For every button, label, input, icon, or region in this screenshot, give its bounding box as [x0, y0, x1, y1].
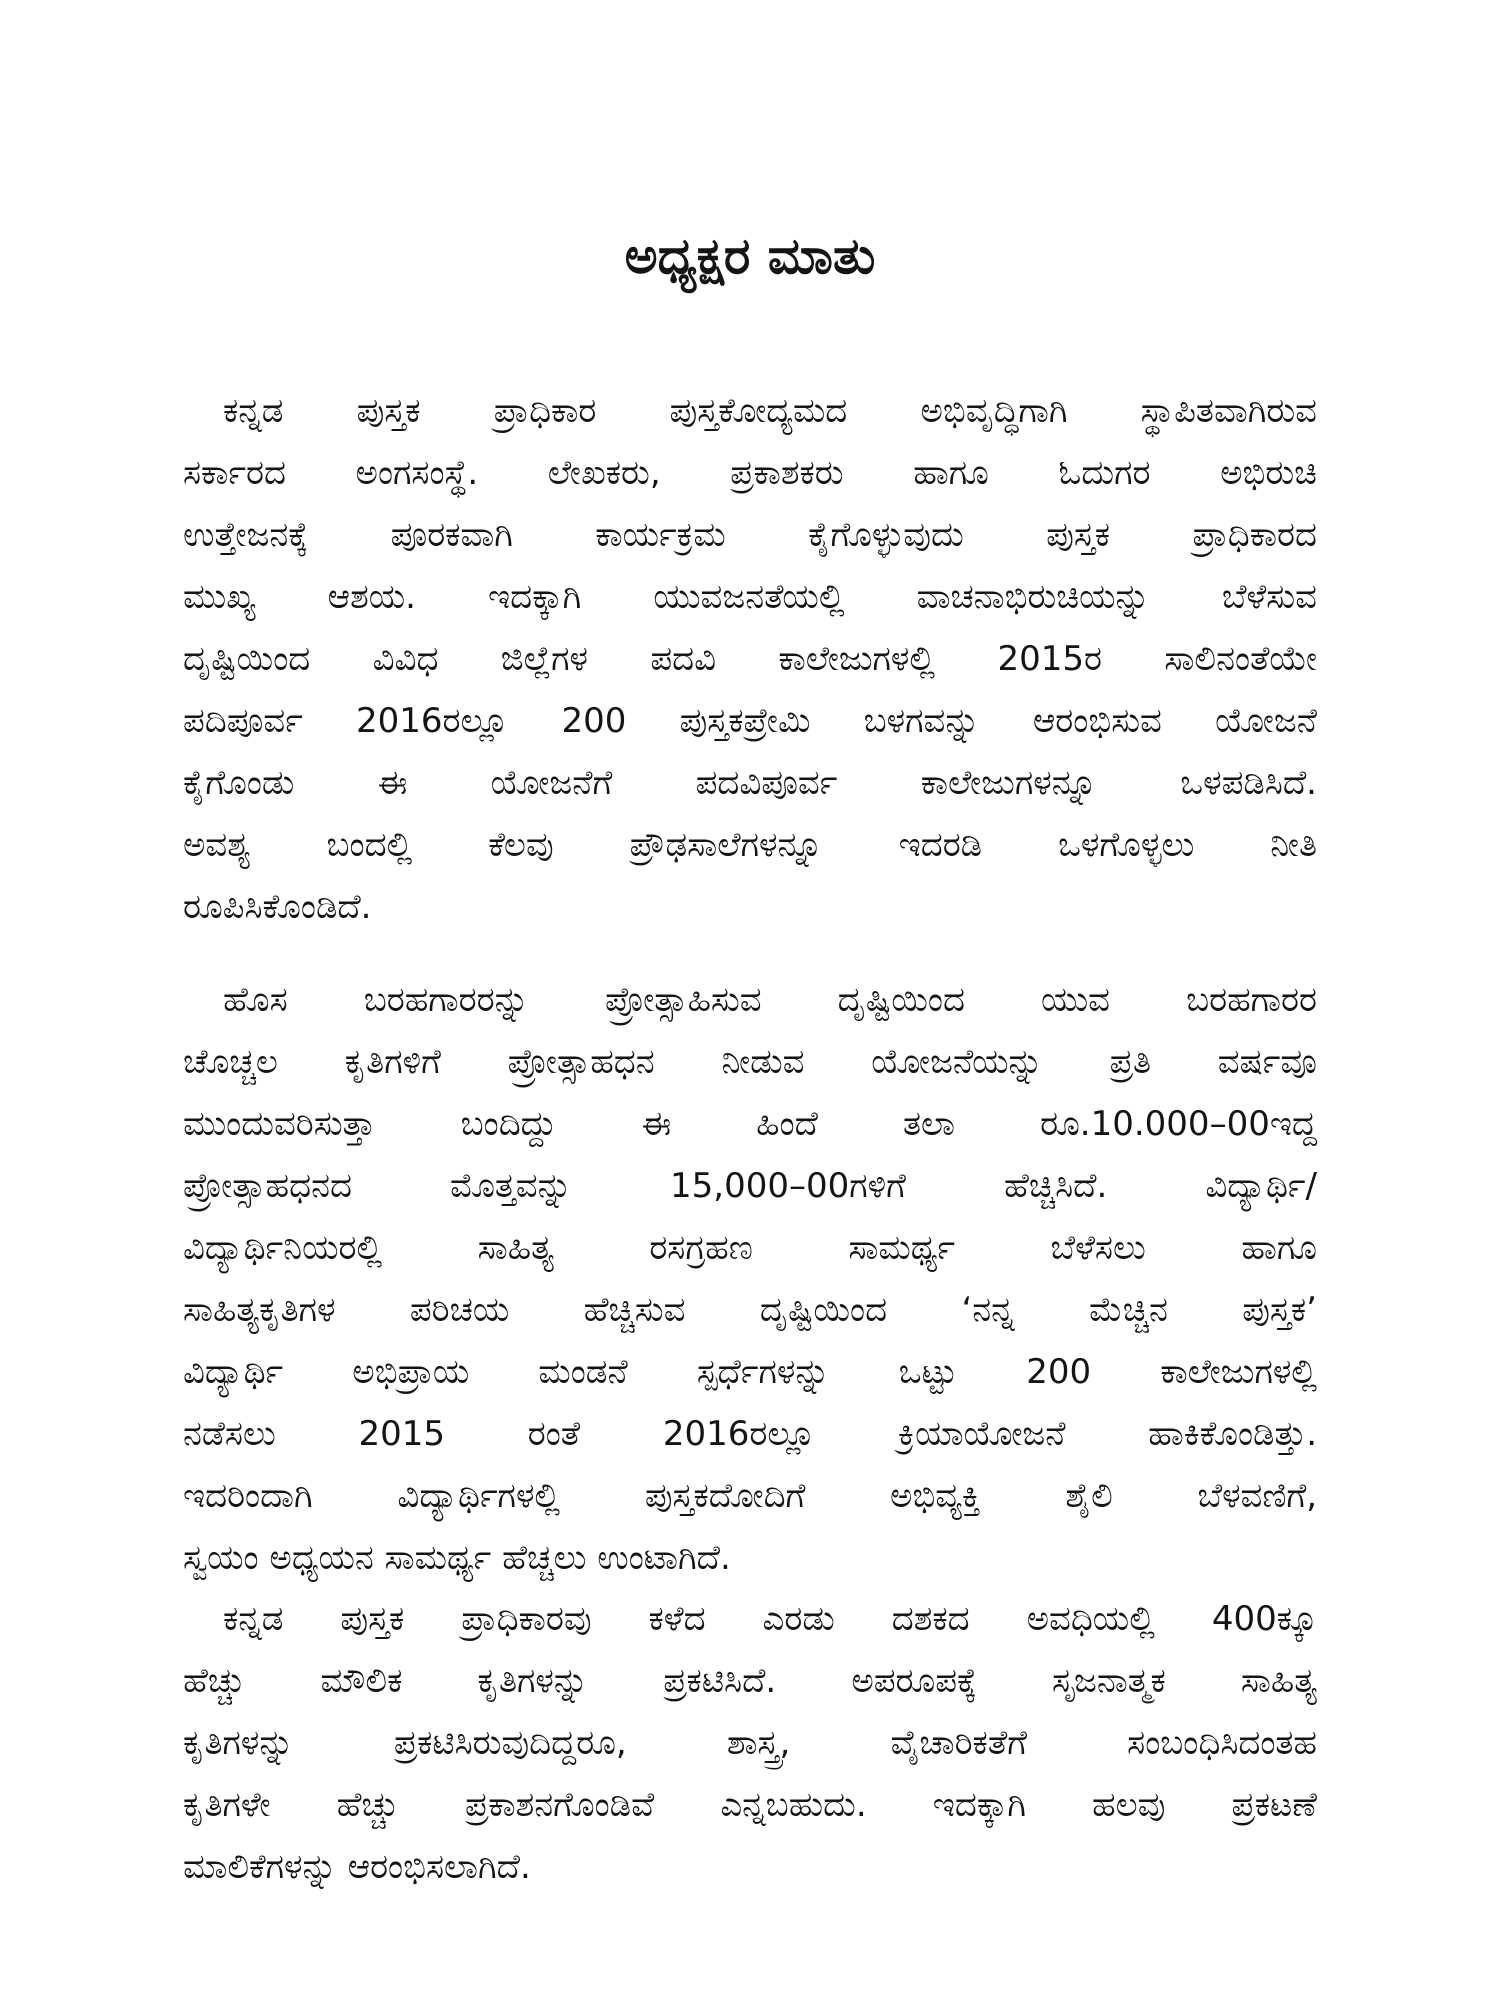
paragraph-line: ಹೊಸ ಬರಹಗಾರರನ್ನು ಪ್ರೋತ್ಸಾಹಿಸುವ ದೃಷ್ಟಿಯಿಂದ ಯುವ ಬರಹಗಾರರ: [223, 980, 1317, 1020]
paragraph-line: ಕೃತಿಗಳನ್ನು ಪ್ರಕಟಿಸಿರುವುದಿದ್ದರೂ, ಶಾಸ್ತ್ರ, ವೈಚಾರಿಕತೆಗೆ ಸಂಬಂಧಿಸಿದಂತಹ: [183, 1723, 1317, 1763]
paragraph-line: ಮಾಲಿಕೆಗಳನ್ನು ಆರಂಭಿಸಲಾಗಿದೆ.: [183, 1847, 531, 1887]
paragraph-line: ನಡೆಸಲು 2015 ರಂತೆ 2016ರಲ್ಲೂ ಕ್ರಿಯಾಯೋಜನೆ ಹಾಕಿಕೊಂಡಿತ್ತು.: [183, 1414, 1317, 1454]
paragraph-line: ಪ್ರೋತ್ಸಾಹಧನದ ಮೊತ್ತವನ್ನು 15,000–00ಗಳಿಗೆ ಹೆಚ್ಚಿಸಿದೆ. ವಿದ್ಯಾರ್ಥಿ/: [183, 1166, 1317, 1206]
paragraph-line: ರೂಪಿಸಿಕೊಂಡಿದೆ.: [183, 887, 372, 927]
paragraph-line: ಉತ್ತೇಜನಕ್ಕೆ ಪೂರಕವಾಗಿ ಕಾರ್ಯಕ್ರಮ ಕೈಗೊಳ್ಳುವುದು ಪುಸ್ತಕ ಪ್ರಾಧಿಕಾರದ: [183, 515, 1317, 555]
paragraph-line: ಕೃತಿಗಳೇ ಹೆಚ್ಚು ಪ್ರಕಾಶನಗೊಂಡಿವೆ ಎನ್ನಬಹುದು. ಇದಕ್ಕಾಗಿ ಹಲವು ಪ್ರಕಟಣೆ: [183, 1785, 1317, 1825]
paragraph-line: ಚೊಚ್ಚಲ ಕೃತಿಗಳಿಗೆ ಪ್ರೋತ್ಸಾಹಧನ ನೀಡುವ ಯೋಜನೆಯನ್ನು ಪ್ರತಿ ವರ್ಷವೂ: [183, 1042, 1317, 1082]
paragraph-line: ಅವಶ್ಯ ಬಂದಲ್ಲಿ ಕೆಲವು ಪ್ರೌಢಸಾಲೆಗಳನ್ನೂ ಇದರಡಿ ಒಳಗೊಳ್ಳಲು ನೀತಿ: [183, 825, 1317, 865]
paragraph-line: ಮುಂದುವರಿಸುತ್ತಾ ಬಂದಿದ್ದು ಈ ಹಿಂದೆ ತಲಾ ರೂ.10.000–00ಇದ್ದ: [183, 1104, 1317, 1144]
paragraph-line: ವಿದ್ಯಾರ್ಥಿನಿಯರಲ್ಲಿ ಸಾಹಿತ್ಯ ರಸಗ್ರಹಣ ಸಾಮರ್ಥ್ಯ ಬೆಳೆಸಲು ಹಾಗೂ: [183, 1228, 1317, 1268]
paragraph-line: ಪದಿಪೂರ್ವ 2016ರಲ್ಲೂ 200 ಪುಸ್ತಕಪ್ರೇಮಿ ಬಳಗವನ್ನು ಆರಂಭಿಸುವ ಯೋಜನೆ: [183, 701, 1317, 741]
paragraph-line: ಕನ್ನಡ ಪುಸ್ತಕ ಪ್ರಾಧಿಕಾರ ಪುಸ್ತಕೋದ್ಯಮದ ಅಭಿವೃದ್ಧಿಗಾಗಿ ಸ್ಥಾಪಿತವಾಗಿರುವ: [223, 391, 1317, 431]
paragraph-line: ಮುಖ್ಯ ಆಶಯ. ಇದಕ್ಕಾಗಿ ಯುವಜನತೆಯಲ್ಲಿ ವಾಚನಾಭಿರುಚಿಯನ್ನು ಬೆಳೆಸುವ: [183, 577, 1317, 617]
paragraph-1: [183, 380, 1317, 938]
paragraph-line: ದೃಷ್ಟಿಯಿಂದ ವಿವಿಧ ಜಿಲ್ಲೆಗಳ ಪದವಿ ಕಾಲೇಜುಗಳಲ್ಲಿ 2015ರ ಸಾಲಿನಂತೆಯೇ: [183, 639, 1317, 679]
paragraph-line: ಕನ್ನಡ ಪುಸ್ತಕ ಪ್ರಾಧಿಕಾರವು ಕಳೆದ ಎರಡು ದಶಕದ ಅವಧಿಯಲ್ಲಿ 400ಕ್ಕೂ: [223, 1599, 1317, 1639]
paragraph-line: ಸಾಹಿತ್ಯಕೃತಿಗಳ ಪರಿಚಯ ಹೆಚ್ಚಿಸುವ ದೃಷ್ಟಿಯಿಂದ ‘ನನ್ನ ಮೆಚ್ಚಿನ ಪುಸ್ತಕ’: [183, 1290, 1317, 1330]
paragraph-line: ವಿದ್ಯಾರ್ಥಿ ಅಭಿಪ್ರಾಯ ಮಂಡನೆ ಸ್ಪರ್ಧೆಗಳನ್ನು ಒಟ್ಟು 200 ಕಾಲೇಜುಗಳಲ್ಲಿ: [183, 1352, 1317, 1392]
paragraph-line: ಸರ್ಕಾರದ ಅಂಗಸಂಸ್ಥೆ. ಲೇಖಕರು, ಪ್ರಕಾಶಕರು ಹಾಗೂ ಓದುಗರ ಅಭಿರುಚಿ: [183, 453, 1317, 493]
paragraph-line: ಇದರಿಂದಾಗಿ ವಿದ್ಯಾರ್ಥಿಗಳಲ್ಲಿ ಪುಸ್ತಕದೋದಿಗೆ ಅಭಿವ್ಯಕ್ತಿ ಶೈಲಿ ಬೆಳವಣಿಗೆ,: [183, 1476, 1317, 1516]
page-title: ಅಧ್ಯಕ್ಷರ ಮಾತು: [624, 227, 876, 285]
paragraph-line: ಸ್ವಯಂ ಅಧ್ಯಯನ ಸಾಮರ್ಥ್ಯ ಹೆಚ್ಚಲು ಉಂಟಾಗಿದೆ.: [183, 1538, 731, 1578]
paragraph-3: [183, 1588, 1317, 1898]
paragraph-2: [183, 969, 1317, 1589]
paragraph-line: ಕೈಗೊಂಡು ಈ ಯೋಜನೆಗೆ ಪದವಿಪೂರ್ವ ಕಾಲೇಜುಗಳನ್ನೂ ಒಳಪಡಿಸಿದೆ.: [183, 763, 1317, 803]
paragraph-line: ಹೆಚ್ಚು ಮೌಲಿಕ ಕೃತಿಗಳನ್ನು ಪ್ರಕಟಿಸಿದೆ. ಅಪರೂಪಕ್ಕೆ ಸೃಜನಾತ್ಮಕ ಸಾಹಿತ್ಯ: [183, 1661, 1317, 1701]
